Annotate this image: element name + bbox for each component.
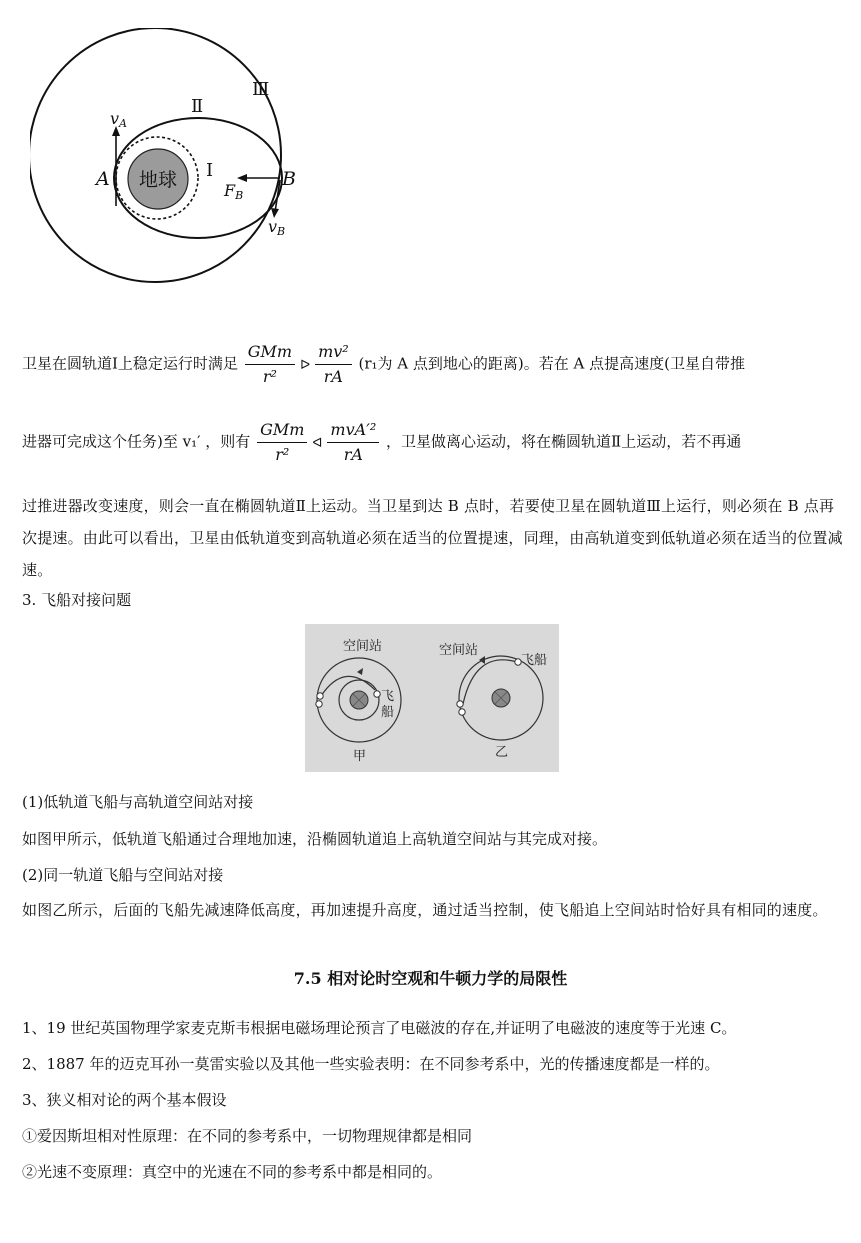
list-item: 1、19 世纪英国物理学家麦克斯韦根据电磁场理论预言了电磁波的存在,并证明了电磁波的速度等于光速 C。 <box>22 1019 737 1037</box>
item-3-title: 3. 飞船对接问题 <box>22 591 132 609</box>
formula-paragraph-2: 进器可完成这个任务)至 v₁′ ，则有 $\frac{\text{GMm}}{\text{r²}}$ ᐊ $\frac{\text{mvA′²}}{rA}$ ，卫星做离心运动，将在椭圆轨道Ⅱ上运动，若不再通 <box>22 420 742 464</box>
relation-symbol-2: ᐊ <box>312 435 323 451</box>
paragraph-orbit-change: 过推进器改变速度，则会一直在椭圆轨道Ⅱ上运动。当卫星到达 B 点时，若要使卫星在圆轨道Ⅲ上运行，则必须在 B 点再次提速。由此可以看出，卫星由低轨道变到高轨道必须在适当的位置提速，同理，由高轨道变到低轨道必须在适当的位置减速。 <box>22 497 843 579</box>
right-caption: 乙 <box>495 745 509 760</box>
vB-label: vB <box>268 217 286 238</box>
earth-label: 地球 <box>138 169 178 191</box>
right-station-label: 空间站 <box>439 643 479 658</box>
left-station-label: 空间站 <box>343 639 383 654</box>
list-item: ②光速不变原理：真空中的光速在不同的参考系中都是相同的。 <box>22 1163 443 1181</box>
FB-label: FB <box>224 181 244 202</box>
orbit-transfer-diagram <box>30 28 330 290</box>
fraction-centripetal-1: $\frac{\text{mv²}}{rA}$ <box>315 342 352 387</box>
fraction-gravity-1: $\frac{\text{GMm}}{\text{r²}}$ <box>245 342 295 387</box>
section-heading: 7.5 相对论时空观和牛顿力学的局限性 <box>293 969 568 988</box>
vA-label: vA <box>110 109 127 130</box>
left-caption: 甲 <box>353 749 367 764</box>
docking-diagram <box>305 624 559 772</box>
docking-diagram-right <box>439 642 547 760</box>
sub-1-title: (1)低轨道飞船与高轨道空间站对接 <box>22 793 254 811</box>
orbit-1-label: Ⅰ <box>206 160 214 181</box>
sub-1-text: 如图甲所示，低轨道飞船通过合理地加速，沿椭圆轨道追上高轨道空间站与其完成对接。 <box>22 830 608 848</box>
docking-figure <box>305 624 559 772</box>
point-A-label: A <box>96 168 110 190</box>
right-ship-label: 飞船 <box>521 653 548 668</box>
sub-2-title: (2)同一轨道飞船与空间站对接 <box>22 866 224 884</box>
docking-diagram-left <box>316 638 401 764</box>
orbit-3-label: Ⅲ <box>252 79 270 100</box>
orbit-2-label: Ⅱ <box>191 96 204 117</box>
left-ship-label-2: 船 <box>381 705 395 720</box>
formula-paragraph-1: 卫星在圆轨道Ⅰ上稳定运行时满足 $\frac{\text{GMm}}{\text{r²}}$ ᐅ $\frac{\text{mv²}}{rA}$ (r₁为 A 点到地心的距离)。若在 A 点提高速度(卫星自带推 <box>22 342 745 386</box>
fraction-centripetal-2: $\frac{\text{mvA′²}}{rA}$ <box>327 420 379 465</box>
point-B-label: B <box>282 168 296 190</box>
left-ship-label-1: 飞 <box>381 689 395 704</box>
sub-2-text: 如图乙所示，后面的飞船先减速降低高度，再加速提升高度，通过适当控制，使飞船追上空间站时恰好具有相同的速度。 <box>22 901 828 919</box>
list-item: ①爱因斯坦相对性原理：在不同的参考系中，一切物理规律都是相同 <box>22 1127 473 1145</box>
list-item: 2、1887 年的迈克耳孙一莫雷实验以及其他一些实验表明：在不同参考系中，光的传播速度都是一样的。 <box>22 1055 720 1073</box>
relation-symbol-1: ᐅ <box>300 357 311 373</box>
fraction-gravity-2: $\frac{\text{GMm}}{\text{r²}}$ <box>257 420 307 465</box>
list-item: 3、狭义相对论的两个基本假设 <box>22 1091 227 1109</box>
